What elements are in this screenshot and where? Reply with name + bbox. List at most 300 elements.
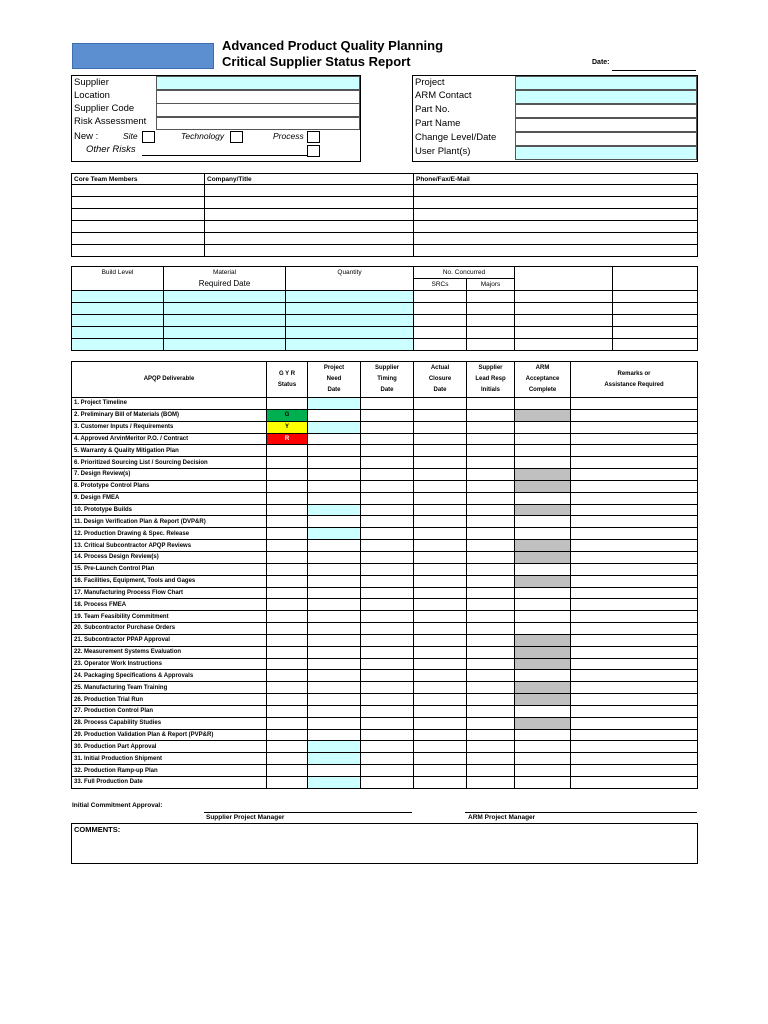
comments-box[interactable] — [71, 823, 698, 864]
closure-date-cell[interactable] — [414, 682, 467, 694]
arm-acceptance-cell[interactable] — [515, 694, 571, 706]
need-date-cell[interactable] — [308, 421, 361, 433]
build-cell[interactable] — [286, 315, 414, 327]
lead-resp-cell[interactable] — [467, 705, 515, 717]
timing-date-cell[interactable] — [361, 729, 414, 741]
remarks-cell[interactable] — [571, 623, 698, 635]
arm-acceptance-cell[interactable] — [515, 741, 571, 753]
gyr-status-cell[interactable] — [267, 457, 308, 469]
remarks-cell[interactable] — [571, 729, 698, 741]
build-cell[interactable] — [467, 303, 515, 315]
gyr-status-cell[interactable] — [267, 587, 308, 599]
arm-acceptance-cell[interactable] — [515, 729, 571, 741]
arm-acceptance-cell[interactable] — [515, 670, 571, 682]
build-cell[interactable] — [72, 291, 164, 303]
timing-date-cell[interactable] — [361, 705, 414, 717]
lead-resp-cell[interactable] — [467, 516, 515, 528]
closure-date-cell[interactable] — [414, 504, 467, 516]
timing-date-cell[interactable] — [361, 457, 414, 469]
remarks-cell[interactable] — [571, 575, 698, 587]
gyr-status-cell[interactable] — [267, 551, 308, 563]
lead-resp-cell[interactable] — [467, 741, 515, 753]
team-cell[interactable] — [205, 221, 414, 233]
closure-date-cell[interactable] — [414, 599, 467, 611]
arm-acceptance-cell[interactable] — [515, 611, 571, 623]
remarks-cell[interactable] — [571, 634, 698, 646]
lead-resp-cell[interactable] — [467, 492, 515, 504]
build-cell[interactable] — [515, 291, 613, 303]
gyr-status-cell[interactable] — [267, 705, 308, 717]
need-date-cell[interactable] — [308, 682, 361, 694]
build-cell[interactable] — [286, 327, 414, 339]
need-date-cell[interactable] — [308, 587, 361, 599]
process-checkbox[interactable] — [307, 131, 320, 143]
remarks-cell[interactable] — [571, 599, 698, 611]
need-date-cell[interactable] — [308, 705, 361, 717]
remarks-cell[interactable] — [571, 457, 698, 469]
gyr-status-cell[interactable]: R — [267, 433, 308, 445]
need-date-cell[interactable] — [308, 741, 361, 753]
arm-acceptance-cell[interactable] — [515, 717, 571, 729]
other-risks-field[interactable] — [142, 155, 307, 156]
need-date-cell[interactable] — [308, 753, 361, 765]
gyr-status-cell[interactable] — [267, 575, 308, 587]
lead-resp-cell[interactable] — [467, 599, 515, 611]
timing-date-cell[interactable] — [361, 469, 414, 481]
team-cell[interactable] — [414, 185, 698, 197]
lead-resp-cell[interactable] — [467, 765, 515, 777]
arm-acceptance-cell[interactable] — [515, 575, 571, 587]
build-cell[interactable] — [72, 315, 164, 327]
gyr-status-cell[interactable] — [267, 516, 308, 528]
closure-date-cell[interactable] — [414, 658, 467, 670]
supplier-field[interactable] — [156, 76, 360, 90]
remarks-cell[interactable] — [571, 611, 698, 623]
lead-resp-cell[interactable] — [467, 587, 515, 599]
gyr-status-cell[interactable] — [267, 540, 308, 552]
remarks-cell[interactable] — [571, 433, 698, 445]
timing-date-cell[interactable] — [361, 575, 414, 587]
arm-acceptance-cell[interactable] — [515, 409, 571, 421]
remarks-cell[interactable] — [571, 409, 698, 421]
arm-acceptance-cell[interactable] — [515, 540, 571, 552]
risk-assessment-field[interactable] — [156, 117, 360, 130]
closure-date-cell[interactable] — [414, 575, 467, 587]
remarks-cell[interactable] — [571, 587, 698, 599]
gyr-status-cell[interactable] — [267, 777, 308, 789]
part-name-field[interactable] — [515, 118, 697, 132]
need-date-cell[interactable] — [308, 409, 361, 421]
gyr-status-cell[interactable] — [267, 753, 308, 765]
lead-resp-cell[interactable] — [467, 445, 515, 457]
timing-date-cell[interactable] — [361, 741, 414, 753]
need-date-cell[interactable] — [308, 623, 361, 635]
gyr-status-cell[interactable] — [267, 682, 308, 694]
closure-date-cell[interactable] — [414, 623, 467, 635]
lead-resp-cell[interactable] — [467, 777, 515, 789]
lead-resp-cell[interactable] — [467, 575, 515, 587]
build-cell[interactable] — [164, 303, 286, 315]
remarks-cell[interactable] — [571, 717, 698, 729]
build-cell[interactable] — [515, 315, 613, 327]
remarks-cell[interactable] — [571, 670, 698, 682]
arm-acceptance-cell[interactable] — [515, 682, 571, 694]
timing-date-cell[interactable] — [361, 433, 414, 445]
build-cell[interactable] — [414, 315, 467, 327]
timing-date-cell[interactable] — [361, 634, 414, 646]
team-cell[interactable] — [205, 233, 414, 245]
build-cell[interactable] — [164, 339, 286, 351]
arm-acceptance-cell[interactable] — [515, 398, 571, 410]
timing-date-cell[interactable] — [361, 753, 414, 765]
need-date-cell[interactable] — [308, 445, 361, 457]
arm-acceptance-cell[interactable] — [515, 634, 571, 646]
build-cell[interactable] — [467, 291, 515, 303]
need-date-cell[interactable] — [308, 599, 361, 611]
arm-acceptance-cell[interactable] — [515, 516, 571, 528]
lead-resp-cell[interactable] — [467, 611, 515, 623]
need-date-cell[interactable] — [308, 457, 361, 469]
timing-date-cell[interactable] — [361, 717, 414, 729]
remarks-cell[interactable] — [571, 563, 698, 575]
remarks-cell[interactable] — [571, 421, 698, 433]
lead-resp-cell[interactable] — [467, 469, 515, 481]
gyr-status-cell[interactable] — [267, 492, 308, 504]
lead-resp-cell[interactable] — [467, 551, 515, 563]
remarks-cell[interactable] — [571, 551, 698, 563]
timing-date-cell[interactable] — [361, 694, 414, 706]
timing-date-cell[interactable] — [361, 777, 414, 789]
closure-date-cell[interactable] — [414, 777, 467, 789]
closure-date-cell[interactable] — [414, 421, 467, 433]
other-risks-checkbox[interactable] — [307, 145, 320, 157]
team-cell[interactable] — [72, 197, 205, 209]
remarks-cell[interactable] — [571, 504, 698, 516]
lead-resp-cell[interactable] — [467, 623, 515, 635]
build-cell[interactable] — [613, 339, 698, 351]
build-cell[interactable] — [515, 327, 613, 339]
location-field[interactable] — [156, 90, 360, 104]
lead-resp-cell[interactable] — [467, 717, 515, 729]
closure-date-cell[interactable] — [414, 433, 467, 445]
arm-acceptance-cell[interactable] — [515, 528, 571, 540]
build-cell[interactable] — [286, 291, 414, 303]
need-date-cell[interactable] — [308, 433, 361, 445]
remarks-cell[interactable] — [571, 646, 698, 658]
gyr-status-cell[interactable] — [267, 694, 308, 706]
closure-date-cell[interactable] — [414, 480, 467, 492]
remarks-cell[interactable] — [571, 682, 698, 694]
timing-date-cell[interactable] — [361, 540, 414, 552]
need-date-cell[interactable] — [308, 528, 361, 540]
build-cell[interactable] — [613, 291, 698, 303]
team-cell[interactable] — [414, 233, 698, 245]
closure-date-cell[interactable] — [414, 646, 467, 658]
closure-date-cell[interactable] — [414, 587, 467, 599]
remarks-cell[interactable] — [571, 469, 698, 481]
timing-date-cell[interactable] — [361, 409, 414, 421]
timing-date-cell[interactable] — [361, 480, 414, 492]
closure-date-cell[interactable] — [414, 469, 467, 481]
arm-acceptance-cell[interactable] — [515, 504, 571, 516]
remarks-cell[interactable] — [571, 694, 698, 706]
timing-date-cell[interactable] — [361, 682, 414, 694]
lead-resp-cell[interactable] — [467, 634, 515, 646]
arm-acceptance-cell[interactable] — [515, 777, 571, 789]
arm-acceptance-cell[interactable] — [515, 646, 571, 658]
arm-acceptance-cell[interactable] — [515, 480, 571, 492]
need-date-cell[interactable] — [308, 658, 361, 670]
closure-date-cell[interactable] — [414, 540, 467, 552]
arm-acceptance-cell[interactable] — [515, 563, 571, 575]
team-cell[interactable] — [72, 185, 205, 197]
closure-date-cell[interactable] — [414, 492, 467, 504]
team-cell[interactable] — [72, 233, 205, 245]
remarks-cell[interactable] — [571, 777, 698, 789]
team-cell[interactable] — [414, 245, 698, 257]
lead-resp-cell[interactable] — [467, 682, 515, 694]
need-date-cell[interactable] — [308, 646, 361, 658]
lead-resp-cell[interactable] — [467, 398, 515, 410]
team-cell[interactable] — [414, 209, 698, 221]
arm-acceptance-cell[interactable] — [515, 623, 571, 635]
build-cell[interactable] — [164, 315, 286, 327]
arm-acceptance-cell[interactable] — [515, 705, 571, 717]
team-cell[interactable] — [205, 209, 414, 221]
closure-date-cell[interactable] — [414, 528, 467, 540]
gyr-status-cell[interactable] — [267, 646, 308, 658]
gyr-status-cell[interactable] — [267, 528, 308, 540]
part-no-field[interactable] — [515, 104, 697, 118]
arm-acceptance-cell[interactable] — [515, 658, 571, 670]
need-date-cell[interactable] — [308, 694, 361, 706]
need-date-cell[interactable] — [308, 563, 361, 575]
build-cell[interactable] — [467, 315, 515, 327]
build-cell[interactable] — [414, 303, 467, 315]
build-cell[interactable] — [467, 327, 515, 339]
arm-pm-signature-line[interactable] — [465, 812, 697, 813]
remarks-cell[interactable] — [571, 516, 698, 528]
build-cell[interactable] — [414, 339, 467, 351]
need-date-cell[interactable] — [308, 777, 361, 789]
need-date-cell[interactable] — [308, 611, 361, 623]
lead-resp-cell[interactable] — [467, 433, 515, 445]
build-cell[interactable] — [72, 339, 164, 351]
timing-date-cell[interactable] — [361, 504, 414, 516]
lead-resp-cell[interactable] — [467, 658, 515, 670]
arm-acceptance-cell[interactable] — [515, 469, 571, 481]
change-level-field[interactable] — [515, 132, 697, 146]
gyr-status-cell[interactable] — [267, 658, 308, 670]
closure-date-cell[interactable] — [414, 765, 467, 777]
team-cell[interactable] — [205, 185, 414, 197]
timing-date-cell[interactable] — [361, 623, 414, 635]
need-date-cell[interactable] — [308, 551, 361, 563]
need-date-cell[interactable] — [308, 504, 361, 516]
remarks-cell[interactable] — [571, 765, 698, 777]
date-field[interactable] — [612, 70, 696, 71]
closure-date-cell[interactable] — [414, 516, 467, 528]
remarks-cell[interactable] — [571, 540, 698, 552]
need-date-cell[interactable] — [308, 469, 361, 481]
gyr-status-cell[interactable] — [267, 504, 308, 516]
remarks-cell[interactable] — [571, 480, 698, 492]
lead-resp-cell[interactable] — [467, 504, 515, 516]
site-checkbox[interactable] — [142, 131, 155, 143]
build-cell[interactable] — [613, 315, 698, 327]
team-cell[interactable] — [72, 209, 205, 221]
need-date-cell[interactable] — [308, 492, 361, 504]
timing-date-cell[interactable] — [361, 445, 414, 457]
closure-date-cell[interactable] — [414, 694, 467, 706]
need-date-cell[interactable] — [308, 765, 361, 777]
remarks-cell[interactable] — [571, 658, 698, 670]
build-cell[interactable] — [72, 327, 164, 339]
gyr-status-cell[interactable] — [267, 611, 308, 623]
gyr-status-cell[interactable] — [267, 445, 308, 457]
arm-acceptance-cell[interactable] — [515, 765, 571, 777]
lead-resp-cell[interactable] — [467, 528, 515, 540]
lead-resp-cell[interactable] — [467, 421, 515, 433]
arm-acceptance-cell[interactable] — [515, 433, 571, 445]
project-field[interactable] — [515, 76, 697, 90]
gyr-status-cell[interactable] — [267, 398, 308, 410]
lead-resp-cell[interactable] — [467, 480, 515, 492]
lead-resp-cell[interactable] — [467, 694, 515, 706]
closure-date-cell[interactable] — [414, 729, 467, 741]
supplier-pm-signature-line[interactable] — [204, 812, 412, 813]
arm-acceptance-cell[interactable] — [515, 753, 571, 765]
team-cell[interactable] — [205, 245, 414, 257]
lead-resp-cell[interactable] — [467, 646, 515, 658]
remarks-cell[interactable] — [571, 528, 698, 540]
gyr-status-cell[interactable] — [267, 469, 308, 481]
gyr-status-cell[interactable] — [267, 717, 308, 729]
arm-acceptance-cell[interactable] — [515, 551, 571, 563]
need-date-cell[interactable] — [308, 717, 361, 729]
remarks-cell[interactable] — [571, 741, 698, 753]
gyr-status-cell[interactable]: Y — [267, 421, 308, 433]
closure-date-cell[interactable] — [414, 398, 467, 410]
remarks-cell[interactable] — [571, 705, 698, 717]
lead-resp-cell[interactable] — [467, 729, 515, 741]
timing-date-cell[interactable] — [361, 765, 414, 777]
lead-resp-cell[interactable] — [467, 753, 515, 765]
timing-date-cell[interactable] — [361, 563, 414, 575]
closure-date-cell[interactable] — [414, 563, 467, 575]
need-date-cell[interactable] — [308, 729, 361, 741]
gyr-status-cell[interactable]: G — [267, 409, 308, 421]
arm-acceptance-cell[interactable] — [515, 587, 571, 599]
build-cell[interactable] — [613, 327, 698, 339]
arm-acceptance-cell[interactable] — [515, 457, 571, 469]
team-cell[interactable] — [205, 197, 414, 209]
gyr-status-cell[interactable] — [267, 563, 308, 575]
remarks-cell[interactable] — [571, 492, 698, 504]
gyr-status-cell[interactable] — [267, 741, 308, 753]
technology-checkbox[interactable] — [230, 131, 243, 143]
build-cell[interactable] — [164, 291, 286, 303]
timing-date-cell[interactable] — [361, 421, 414, 433]
build-cell[interactable] — [414, 327, 467, 339]
build-cell[interactable] — [613, 303, 698, 315]
build-cell[interactable] — [515, 339, 613, 351]
build-cell[interactable] — [467, 339, 515, 351]
team-cell[interactable] — [414, 197, 698, 209]
arm-acceptance-cell[interactable] — [515, 445, 571, 457]
timing-date-cell[interactable] — [361, 611, 414, 623]
remarks-cell[interactable] — [571, 398, 698, 410]
timing-date-cell[interactable] — [361, 492, 414, 504]
lead-resp-cell[interactable] — [467, 563, 515, 575]
closure-date-cell[interactable] — [414, 753, 467, 765]
arm-acceptance-cell[interactable] — [515, 421, 571, 433]
timing-date-cell[interactable] — [361, 587, 414, 599]
build-cell[interactable] — [414, 291, 467, 303]
timing-date-cell[interactable] — [361, 528, 414, 540]
lead-resp-cell[interactable] — [467, 457, 515, 469]
lead-resp-cell[interactable] — [467, 670, 515, 682]
need-date-cell[interactable] — [308, 575, 361, 587]
need-date-cell[interactable] — [308, 670, 361, 682]
closure-date-cell[interactable] — [414, 717, 467, 729]
closure-date-cell[interactable] — [414, 445, 467, 457]
build-cell[interactable] — [286, 303, 414, 315]
timing-date-cell[interactable] — [361, 599, 414, 611]
gyr-status-cell[interactable] — [267, 765, 308, 777]
gyr-status-cell[interactable] — [267, 729, 308, 741]
remarks-cell[interactable] — [571, 445, 698, 457]
gyr-status-cell[interactable] — [267, 634, 308, 646]
build-cell[interactable] — [515, 303, 613, 315]
supplier-code-field[interactable] — [156, 103, 360, 117]
timing-date-cell[interactable] — [361, 646, 414, 658]
gyr-status-cell[interactable] — [267, 623, 308, 635]
closure-date-cell[interactable] — [414, 705, 467, 717]
team-cell[interactable] — [414, 221, 698, 233]
need-date-cell[interactable] — [308, 516, 361, 528]
closure-date-cell[interactable] — [414, 457, 467, 469]
build-cell[interactable] — [164, 327, 286, 339]
closure-date-cell[interactable] — [414, 551, 467, 563]
arm-acceptance-cell[interactable] — [515, 599, 571, 611]
need-date-cell[interactable] — [308, 634, 361, 646]
timing-date-cell[interactable] — [361, 551, 414, 563]
team-cell[interactable] — [72, 221, 205, 233]
need-date-cell[interactable] — [308, 398, 361, 410]
remarks-cell[interactable] — [571, 753, 698, 765]
gyr-status-cell[interactable] — [267, 480, 308, 492]
closure-date-cell[interactable] — [414, 634, 467, 646]
user-plants-field[interactable] — [515, 146, 697, 160]
closure-date-cell[interactable] — [414, 670, 467, 682]
timing-date-cell[interactable] — [361, 658, 414, 670]
timing-date-cell[interactable] — [361, 398, 414, 410]
arm-acceptance-cell[interactable] — [515, 492, 571, 504]
need-date-cell[interactable] — [308, 480, 361, 492]
lead-resp-cell[interactable] — [467, 540, 515, 552]
gyr-status-cell[interactable] — [267, 670, 308, 682]
gyr-status-cell[interactable] — [267, 599, 308, 611]
closure-date-cell[interactable] — [414, 741, 467, 753]
lead-resp-cell[interactable] — [467, 409, 515, 421]
arm-contact-field[interactable] — [515, 90, 697, 104]
build-cell[interactable] — [72, 303, 164, 315]
timing-date-cell[interactable] — [361, 516, 414, 528]
team-cell[interactable] — [72, 245, 205, 257]
timing-date-cell[interactable] — [361, 670, 414, 682]
need-date-cell[interactable] — [308, 540, 361, 552]
